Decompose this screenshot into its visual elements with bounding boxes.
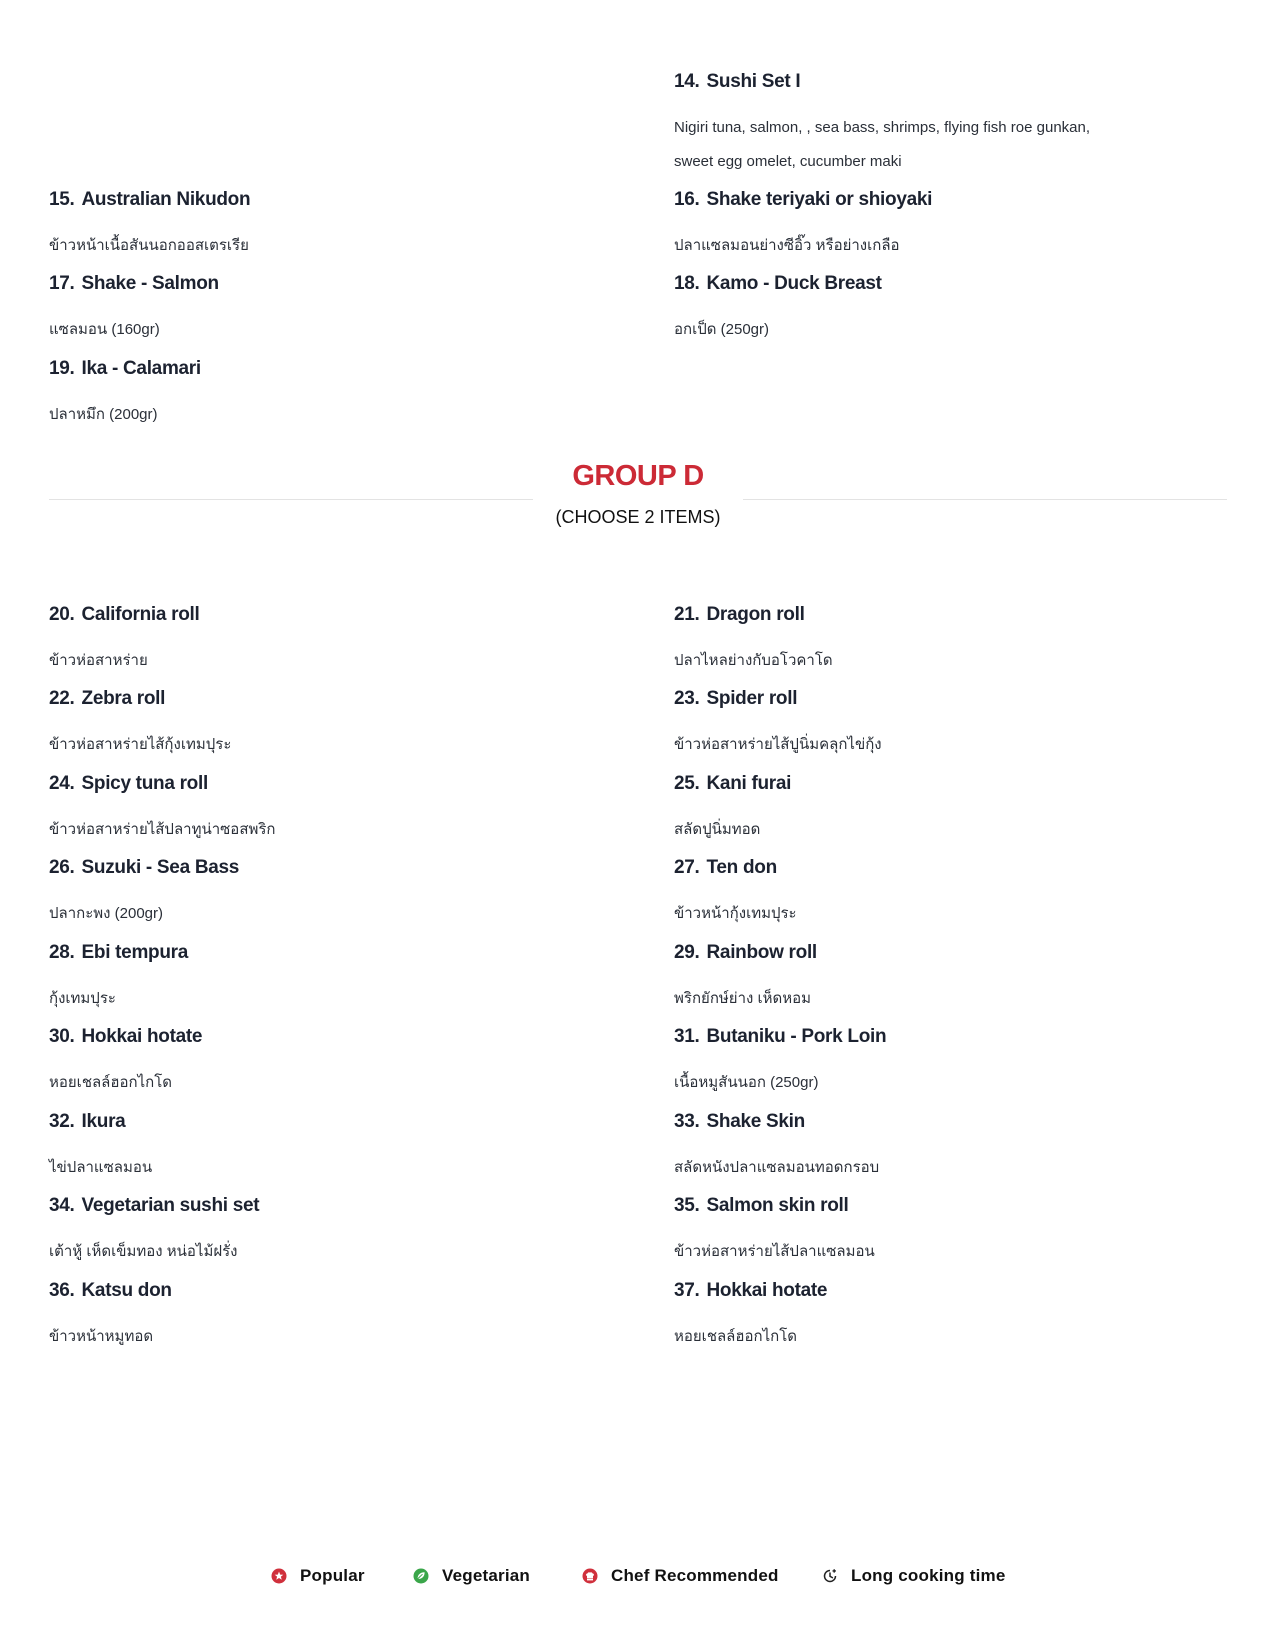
menu-item-description: ข้าวหน้ากุ้งเทมปุระ <box>674 905 797 922</box>
menu-item-title: 19. Ika - Calamari <box>49 358 201 379</box>
legend-item-chef-recommended: Chef Recommended <box>582 1561 779 1591</box>
menu-item-title: 25. Kani furai <box>674 773 792 794</box>
menu-item-description: เนื้อหมูสันนอก (250gr) <box>674 1074 819 1091</box>
group-header <box>49 457 1227 547</box>
menu-item <box>49 1025 609 1100</box>
menu-item-title: 29. Rainbow roll <box>674 942 817 963</box>
menu-item <box>49 941 609 1016</box>
chef-hat-icon <box>582 1568 598 1584</box>
menu-item-description: ข้าวห่อสาหร่ายไส้กุ้งเทมปุระ <box>49 736 232 753</box>
legend-item-long-cooking-time: Long cooking time <box>822 1561 1006 1591</box>
menu-item-description: กุ้งเทมปุระ <box>49 990 116 1007</box>
menu-item-description: เต้าหู้ เห็ดเข็มทอง หน่อไม้ฝรั่ง <box>49 1243 238 1260</box>
menu-item-description: ปลากะพง (200gr) <box>49 905 164 922</box>
menu-item-title: 30. Hokkai hotate <box>49 1026 203 1047</box>
menu-item <box>674 687 1234 762</box>
menu-item <box>49 188 609 263</box>
menu-item <box>674 941 1234 1016</box>
menu-item <box>674 856 1234 931</box>
menu-item <box>49 1279 609 1354</box>
menu-item-title: 15. Australian Nikudon <box>49 189 251 210</box>
vegetarian-icon <box>413 1568 429 1584</box>
menu-item-description: ข้าวห่อสาหร่ายไส้ปูนิ่มคลุกไข่กุ้ง <box>674 736 882 753</box>
menu-item-title: 17. Shake - Salmon <box>49 273 219 294</box>
menu-item-description: สลัดปูนิ่มทอด <box>674 821 761 838</box>
menu-item-description: หอยเชลล์ฮอกไกโด <box>674 1328 798 1345</box>
menu-item-title: 21. Dragon roll <box>674 604 805 625</box>
menu-item <box>49 856 609 931</box>
clock-icon <box>822 1568 838 1584</box>
menu-item-title: 23. Spider roll <box>674 688 798 709</box>
menu-item <box>49 603 609 678</box>
menu-item <box>49 1110 609 1185</box>
legend-item-vegetarian: Vegetarian <box>413 1561 530 1591</box>
menu-item-description: แซลมอน (160gr) <box>49 321 160 338</box>
menu-item <box>674 1025 1234 1100</box>
menu-item-title: 35. Salmon skin roll <box>674 1195 849 1216</box>
menu-item <box>674 1194 1234 1269</box>
menu-item-description: หอยเชลล์ฮอกไกโด <box>49 1074 173 1091</box>
menu-item-title: 14. Sushi Set I <box>674 71 801 92</box>
menu-item <box>674 70 1234 179</box>
menu-item-description: ข้าวห่อสาหร่ายไส้ปลาแซลมอน <box>674 1243 875 1260</box>
menu-item-description: ปลาหมึก (200gr) <box>49 406 158 423</box>
menu-item-title: 24. Spicy tuna roll <box>49 773 208 794</box>
menu-item <box>674 772 1234 847</box>
menu-item-title: 33. Shake Skin <box>674 1111 805 1132</box>
menu-item-description: อกเป็ด (250gr) <box>674 321 770 338</box>
menu-item <box>674 603 1234 678</box>
divider <box>743 499 1227 500</box>
menu-item <box>674 272 1234 347</box>
divider <box>49 499 533 500</box>
menu-item-title: 28. Ebi tempura <box>49 942 189 963</box>
menu-item-description: พริกยักษ์ย่าง เห็ดหอม <box>674 990 812 1007</box>
menu-item <box>674 1110 1234 1185</box>
menu-item-description: ข้าวห่อสาหร่ายไส้ปลาทูน่าซอสพริก <box>49 821 276 838</box>
legend-item-popular: Popular <box>271 1561 365 1591</box>
group-title: GROUP D <box>572 460 704 492</box>
menu-item <box>49 357 609 432</box>
menu-item-title: 37. Hokkai hotate <box>674 1280 828 1301</box>
menu-item <box>49 772 609 847</box>
menu-item-description: ปลาแซลมอนย่างซีอิ๊ว หรือย่างเกลือ <box>674 237 900 254</box>
menu-item-title: 36. Katsu don <box>49 1280 172 1301</box>
menu-item <box>49 272 609 347</box>
menu-item-description: ปลาไหลย่างกับอโวคาโด <box>674 652 833 669</box>
menu-item-title: 22. Zebra roll <box>49 688 166 709</box>
menu-item-description: ข้าวห่อสาหร่าย <box>49 652 148 669</box>
menu-item-description: ข้าวหน้าเนื้อสันนอกออสเตรเรีย <box>49 237 249 254</box>
menu-item <box>49 1194 609 1269</box>
group-subtitle: (CHOOSE 2 ITEMS) <box>555 507 721 527</box>
menu-item <box>674 188 1234 263</box>
menu-item-title: 31. Butaniku - Pork Loin <box>674 1026 887 1047</box>
legend <box>0 1561 1275 1591</box>
menu-item <box>674 1279 1234 1354</box>
menu-item-description: สลัดหนังปลาแซลมอนทอดกรอบ <box>674 1159 880 1176</box>
menu-item-title: 32. Ikura <box>49 1111 126 1132</box>
menu-item <box>49 687 609 762</box>
menu-item-title: 18. Kamo - Duck Breast <box>674 273 882 294</box>
menu-item-description: ไข่ปลาแซลมอน <box>49 1159 153 1176</box>
menu-item-title: 27. Ten don <box>674 857 777 878</box>
menu-item-title: 20. California roll <box>49 604 200 625</box>
popular-icon <box>271 1568 287 1584</box>
menu-item-title: 26. Suzuki - Sea Bass <box>49 857 240 878</box>
menu-item-description: ข้าวหน้าหมูทอด <box>49 1328 154 1345</box>
menu-item-title: 34. Vegetarian sushi set <box>49 1195 260 1216</box>
menu-item-description: Nigiri tuna, salmon, , sea bass, shrimps, flying fish roe gunkan, sweet egg omelet, cucumber maki <box>674 119 1091 170</box>
menu-item-title: 16. Shake teriyaki or shioyaki <box>674 189 933 210</box>
